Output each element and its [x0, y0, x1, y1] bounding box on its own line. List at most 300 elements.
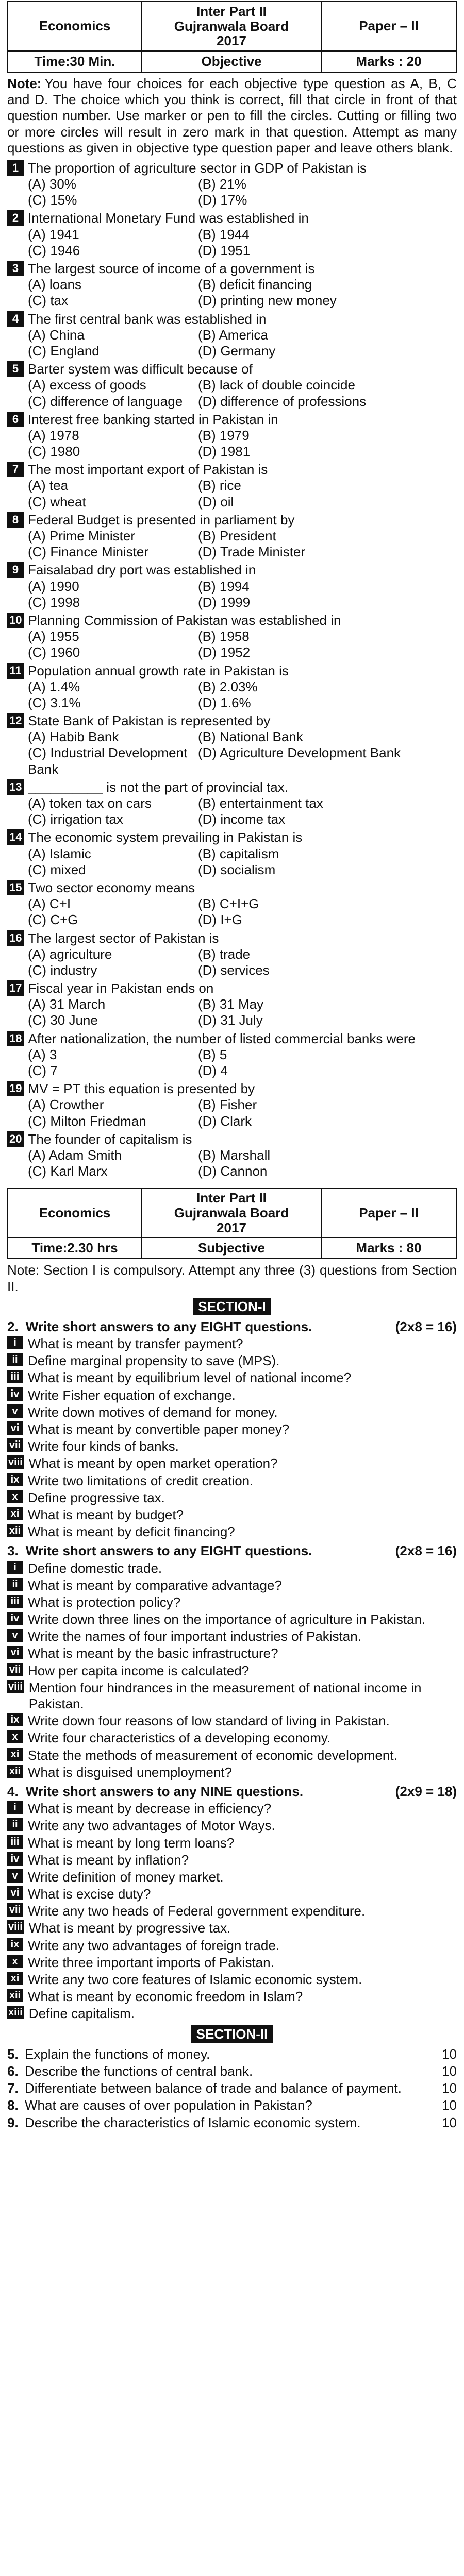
short-question-heading — [7, 1319, 457, 1335]
option-a: (A) Prime Minister — [28, 528, 136, 544]
mcq-question-row — [7, 311, 457, 327]
mcq-options — [7, 528, 457, 560]
roman-numeral: xii — [7, 1989, 23, 2002]
roman-numeral: x — [7, 1490, 23, 1503]
sub-question-text: State the methods of measurement of economic development. — [28, 1747, 397, 1763]
sub-question — [7, 1680, 457, 1712]
option-d: (D) difference of professions — [198, 393, 367, 409]
question-number: 6 — [7, 412, 24, 427]
short-question-heading — [7, 1784, 457, 1800]
question-number: 16 — [7, 930, 24, 946]
question-text: The first central bank was established in — [28, 311, 267, 327]
question-number: 14 — [7, 829, 24, 845]
sub-question — [7, 1629, 457, 1645]
question-number: 4 — [7, 311, 24, 327]
question-number: 20 — [7, 1131, 24, 1147]
mcq-options — [7, 679, 457, 711]
sub-question — [7, 1818, 457, 1834]
option-a: (A) tea — [28, 478, 69, 494]
sub-question-text: What is meant by comparative advantage? — [28, 1577, 282, 1593]
question-text: The largest source of income of a government is — [28, 261, 315, 277]
question-marks: (2x8 = 16) — [395, 1318, 457, 1334]
question-text: International Monetary Fund was established in — [28, 210, 309, 226]
sub-question-text: What is meant by transfer payment? — [28, 1336, 243, 1352]
mcq-item — [7, 562, 457, 611]
question-text: Planning Commission of Pakistan was established in — [28, 612, 341, 628]
time-cell: Time:2.30 hrs — [8, 1238, 142, 1258]
option-d: (D) 1981 — [198, 444, 251, 460]
question-number: 15 — [7, 880, 24, 895]
mcq-options — [7, 227, 457, 259]
mcq-question-row — [7, 160, 457, 176]
roman-numeral: ix — [7, 1713, 23, 1726]
subject-cell: Economics — [8, 1189, 142, 1238]
question-number: 17 — [7, 980, 24, 996]
option-d: (D) Agriculture Development Bank — [198, 745, 401, 761]
roman-numeral: i — [7, 1801, 23, 1814]
question-number: 3 — [7, 261, 24, 276]
option-b: (B) 31 May — [198, 996, 264, 1012]
question-text: Faisalabad dry port was established in — [28, 562, 256, 578]
mcq-item — [7, 512, 457, 561]
roman-numeral: v — [7, 1869, 23, 1883]
sub-question-text: What is meant by progressive tax. — [28, 1920, 231, 1936]
option-c: (C) 1980 — [28, 444, 80, 460]
option-d: (D) 4 — [198, 1063, 228, 1079]
option-a: (A) 1.4% — [28, 679, 80, 694]
board-text: Gujranwala Board — [174, 1205, 289, 1221]
sub-question-text: What is meant by convertible paper money? — [28, 1421, 290, 1437]
sub-question-text: Write definition of money market. — [28, 1869, 224, 1885]
option-a: (A) 1941 — [28, 226, 79, 242]
sub-question-text: Define progressive tax. — [28, 1489, 165, 1505]
sub-question-text: Write four kinds of banks. — [28, 1438, 179, 1454]
sub-question-text: What is meant by inflation? — [28, 1852, 189, 1868]
part-text: Inter Part II — [196, 1190, 267, 1206]
sub-question — [7, 1955, 457, 1971]
mcq-options — [7, 729, 457, 777]
mcq-item — [7, 412, 457, 460]
sub-question — [7, 1561, 457, 1577]
subject-cell: Economics — [8, 2, 142, 52]
option-c: (C) mixed — [28, 861, 86, 877]
question-text: The founder of capitalism is — [28, 1131, 192, 1147]
option-c: (C) tax — [28, 293, 68, 309]
paper-cell: Paper – II — [322, 2, 456, 52]
roman-numeral: xi — [7, 1748, 23, 1761]
sub-question-text: Write down motives of demand for money. — [28, 1404, 278, 1420]
question-number: 8. — [7, 2097, 19, 2113]
sub-question-text: Mention four hindrances in the measurement of national income in Pakistan. — [28, 1680, 422, 1711]
subjective-note: Note: Section I is compulsory. Attempt any three (3) questions from Section II. — [7, 1262, 457, 1294]
section-1-title: SECTION-I — [7, 1299, 457, 1315]
option-c: (C) 1998 — [28, 594, 80, 610]
sub-question-text: Define domestic trade. — [28, 1560, 162, 1576]
option-a: (A) agriculture — [28, 946, 112, 962]
question-number: 1 — [7, 160, 24, 176]
sub-question-text: Write any two advantages of Motor Ways. — [28, 1818, 275, 1834]
mcq-options — [7, 629, 457, 660]
sub-question — [7, 1852, 457, 1868]
roman-numeral: viii — [8, 1456, 23, 1468]
option-b: (B) rice — [198, 478, 241, 494]
option-b: (B) 1979 — [198, 427, 250, 443]
mcq-question-row — [7, 210, 457, 226]
sub-question — [7, 1490, 457, 1506]
sub-question — [7, 1524, 457, 1540]
mcq-item — [7, 261, 457, 309]
roman-numeral: xii — [7, 1524, 23, 1537]
marks-cell: Marks : 20 — [356, 53, 422, 69]
option-c: (C) 1946 — [28, 242, 80, 258]
board-cell — [142, 1189, 322, 1238]
roman-numeral: x — [7, 1955, 23, 1968]
question-text: MV = PT this equation is presented by — [28, 1081, 255, 1097]
mcq-options — [7, 1097, 457, 1129]
option-d: (D) printing new money — [198, 293, 337, 309]
question-text: Interest free banking started in Pakistan in — [28, 411, 278, 427]
mcq-item — [7, 613, 457, 661]
mcq-item — [7, 713, 457, 777]
mcq-question-row — [7, 412, 457, 428]
sub-question-text: What is protection policy? — [28, 1594, 181, 1610]
sub-question — [7, 1370, 457, 1386]
sub-question-text: Write Fisher equation of exchange. — [28, 1387, 236, 1403]
time-cell: Time:30 Min. — [8, 52, 142, 72]
mcq-item — [7, 663, 457, 711]
question-text: Federal Budget is presented in parliament by — [28, 512, 295, 528]
question-number: 12 — [7, 713, 24, 728]
sub-question-text: What is disguised unemployment? — [28, 1764, 232, 1780]
subjective-header — [7, 1188, 457, 1259]
option-b: (B) 2.03% — [198, 679, 258, 694]
mcq-item — [7, 361, 457, 410]
roman-numeral: xii — [7, 1765, 23, 1778]
option-d: (D) Germany — [198, 343, 276, 359]
roman-numeral: i — [7, 1336, 23, 1349]
sub-question — [7, 1612, 457, 1628]
mcq-item — [7, 210, 457, 259]
sub-question — [7, 1387, 457, 1403]
roman-numeral: vii — [7, 1663, 23, 1676]
option-c: (C) C+G — [28, 912, 78, 928]
question-number: 8 — [7, 512, 24, 528]
option-a: (A) 30% — [28, 176, 76, 192]
option-c: (C) Karl Marx — [28, 1163, 108, 1179]
exam-paper — [0, 1, 464, 2576]
mcq-item — [7, 829, 457, 878]
roman-numeral: ix — [7, 1938, 23, 1951]
option-b: (B) deficit financing — [198, 277, 312, 293]
option-b: (B) lack of double coincide — [198, 377, 355, 393]
sub-question — [7, 1404, 457, 1420]
sub-question-text: What is meant by the basic infrastructure? — [28, 1646, 278, 1662]
year-text: 2017 — [217, 1219, 246, 1235]
roman-numeral: vii — [7, 1438, 23, 1452]
question-title: Write short answers to any EIGHT questions. — [25, 1543, 312, 1559]
roman-numeral: vi — [7, 1421, 23, 1435]
option-b: (B) 1994 — [198, 578, 250, 594]
option-c: (C) difference of language — [28, 393, 183, 409]
roman-numeral: viii — [8, 1681, 23, 1692]
roman-numeral: iii — [7, 1835, 23, 1849]
mcq-options — [7, 996, 457, 1028]
roman-numeral: v — [7, 1629, 23, 1642]
sub-question-text: Write three important imports of Pakistan. — [28, 1954, 274, 1970]
paper-cell: Paper – II — [322, 1189, 456, 1238]
mcq-question-row — [7, 261, 457, 277]
mcq-options — [7, 377, 457, 409]
mcq-options — [7, 1147, 457, 1179]
option-d: (D) oil — [198, 494, 234, 510]
sub-question-text: What is meant by open market operation? — [28, 1455, 278, 1471]
sub-question — [7, 1578, 457, 1594]
mcq-item — [7, 311, 457, 360]
mcq-question-row — [7, 930, 457, 946]
sub-question-text: Define marginal propensity to save (MPS). — [28, 1353, 280, 1369]
sub-question — [7, 1748, 457, 1764]
mcq-options — [7, 795, 457, 827]
sub-question — [7, 1869, 457, 1885]
year-text: 2017 — [217, 33, 246, 49]
mcq-list — [7, 160, 457, 1179]
mcq-question-row — [7, 880, 457, 896]
sub-question — [7, 1801, 457, 1817]
roman-numeral: vi — [7, 1886, 23, 1900]
question-title: Write short answers to any NINE questions. — [25, 1783, 304, 1799]
question-text: The economic system prevailing in Pakistan is — [28, 829, 303, 845]
sub-question-text: Define capitalism. — [28, 2006, 135, 2022]
question-text: After nationalization, the number of listed commercial banks were — [28, 1030, 416, 1046]
roman-numeral: iv — [7, 1852, 23, 1866]
question-marks: 10 — [442, 2063, 457, 2079]
roman-numeral: iii — [7, 1370, 23, 1383]
option-c: (C) 30 June — [28, 1012, 98, 1028]
option-d: (D) Cannon — [198, 1163, 268, 1179]
mcq-question-row — [7, 1031, 457, 1047]
option-d: (D) 1951 — [198, 242, 251, 258]
sub-question — [7, 1972, 457, 1988]
sub-question — [7, 1938, 457, 1954]
roman-numeral: xi — [7, 1507, 23, 1520]
option-c: (C) Milton Friedman — [28, 1113, 146, 1129]
roman-numeral: ii — [7, 1818, 23, 1831]
mcq-item — [7, 1081, 457, 1129]
board-cell — [142, 2, 322, 52]
question-title: Write short answers to any EIGHT questions. — [25, 1318, 312, 1334]
question-marks: (2x8 = 16) — [395, 1543, 457, 1559]
question-text: State Bank of Pakistan is represented by — [28, 713, 271, 729]
long-question — [7, 2115, 457, 2131]
option-a: (A) C+I — [28, 896, 71, 912]
question-number: 13 — [7, 779, 24, 795]
question-number: 3. — [7, 1543, 19, 1559]
question-number: 6. — [7, 2063, 19, 2079]
roman-numeral: i — [7, 1561, 23, 1574]
sub-question — [7, 1353, 457, 1369]
question-marks: 10 — [442, 2080, 457, 2096]
question-text: The most important export of Pakistan is — [28, 462, 268, 478]
roman-numeral: xiii — [8, 2007, 23, 2019]
question-text: The proportion of agriculture sector in GDP of Pakistan is — [28, 160, 367, 176]
sub-question — [7, 1765, 457, 1781]
long-question — [7, 2080, 457, 2096]
option-c: (C) Industrial Development Bank — [28, 745, 188, 777]
option-d: (D) services — [198, 962, 270, 978]
type-cell: Subjective — [142, 1238, 322, 1258]
note-label: Note: — [7, 75, 42, 91]
sub-question-text: Write four characteristics of a developing economy. — [28, 1730, 331, 1746]
objective-note — [7, 76, 457, 156]
option-a: (A) Adam Smith — [28, 1147, 122, 1163]
sub-question — [7, 1336, 457, 1352]
question-2 — [7, 1319, 457, 1540]
option-a: (A) 1978 — [28, 427, 79, 443]
roman-numeral: vi — [7, 1646, 23, 1659]
sub-question-text: Write the names of four important industries of Pakistan. — [28, 1629, 361, 1645]
objective-header — [7, 1, 457, 73]
option-b: (B) President — [198, 528, 276, 544]
question-number: 19 — [7, 1081, 24, 1096]
option-c: (C) Finance Minister — [28, 544, 149, 560]
roman-numeral: iv — [7, 1612, 23, 1625]
mcq-options — [7, 946, 457, 978]
mcq-question-row — [7, 512, 457, 528]
option-c: (C) 1960 — [28, 645, 80, 660]
sub-question-text: Write any two core features of Islamic economic system. — [28, 1972, 362, 1987]
question-text: What are causes of over population in Pakistan? — [25, 2097, 312, 2113]
option-c: (C) 7 — [28, 1063, 58, 1079]
option-d: (D) Trade Minister — [198, 544, 306, 560]
mcq-options — [7, 579, 457, 611]
mcq-question-row — [7, 462, 457, 478]
option-b: (B) Marshall — [198, 1147, 271, 1163]
sub-question-text: Write any two advantages of foreign trade. — [28, 1937, 280, 1953]
question-text: The largest sector of Pakistan is — [28, 930, 219, 946]
roman-numeral: x — [7, 1730, 23, 1743]
roman-numeral: ii — [7, 1353, 23, 1366]
sub-question — [7, 1473, 457, 1489]
option-c: (C) England — [28, 343, 100, 359]
roman-numeral: iii — [7, 1595, 23, 1608]
question-text: __________ is not the part of provincial tax. — [28, 779, 288, 795]
question-text: Describe the characteristics of Islamic economic system. — [25, 2114, 361, 2130]
question-number: 11 — [7, 663, 24, 679]
mcq-question-row — [7, 779, 457, 795]
long-question — [7, 2063, 457, 2079]
section-2-title: SECTION-II — [7, 2026, 457, 2042]
option-a: (A) 1990 — [28, 578, 79, 594]
sub-question — [7, 1646, 457, 1662]
mcq-question-row — [7, 562, 457, 578]
option-a: (A) 31 March — [28, 996, 106, 1012]
short-question-heading — [7, 1543, 457, 1559]
question-number: 7. — [7, 2080, 19, 2096]
roman-numeral: ii — [7, 1578, 23, 1591]
question-4 — [7, 1784, 457, 2022]
option-b: (B) National Bank — [198, 729, 303, 745]
option-d: (D) Clark — [198, 1113, 252, 1129]
question-number: 4. — [7, 1783, 19, 1799]
note-text: You have four choices for each objective type question as A, B, C and D. The choice which you think is correct, fill that circle in front of that question number. Use marker or pen to fill the circles. Cutting or filling two or more circles will result in zero mark in that question. Attempt as many questions as given in objective type question paper and leave others blank. — [7, 75, 457, 156]
mcq-question-row — [7, 980, 457, 996]
roman-numeral: viii — [8, 1921, 23, 1933]
mcq-item — [7, 779, 457, 828]
mcq-item — [7, 880, 457, 928]
option-a: (A) excess of goods — [28, 377, 146, 393]
roman-numeral: vii — [7, 1903, 23, 1917]
option-d: (D) income tax — [198, 811, 286, 827]
mcq-question-row — [7, 663, 457, 679]
sub-question — [7, 1886, 457, 1902]
sub-question-text: Write two limitations of credit creation. — [28, 1472, 254, 1488]
option-a: (A) Crowther — [28, 1097, 104, 1113]
question-number: 5. — [7, 2046, 19, 2062]
sub-question — [7, 1438, 457, 1454]
roman-numeral: xi — [7, 1972, 23, 1985]
sub-question-text: How per capita income is calculated? — [28, 1663, 250, 1679]
option-b: (B) 1958 — [198, 629, 250, 645]
sub-question — [7, 1989, 457, 2005]
question-marks: 10 — [442, 2097, 457, 2113]
option-b: (B) Fisher — [198, 1097, 257, 1113]
question-marks: (2x9 = 18) — [395, 1783, 457, 1799]
question-marks: 10 — [442, 2046, 457, 2062]
option-a: (A) Habib Bank — [28, 729, 119, 745]
sub-question-text: What is meant by economic freedom in Islam? — [28, 1989, 303, 2005]
sub-question — [7, 1595, 457, 1611]
option-d: (D) 1952 — [198, 645, 251, 660]
question-number: 18 — [7, 1031, 24, 1046]
mcq-question-row — [7, 713, 457, 729]
option-c: (C) 15% — [28, 192, 77, 208]
question-text: Describe the functions of central bank. — [25, 2063, 253, 2079]
option-c: (C) 3.1% — [28, 694, 81, 710]
option-b: (B) C+I+G — [198, 896, 259, 912]
roman-numeral: ix — [7, 1473, 23, 1486]
option-d: (D) 1.6% — [198, 694, 251, 710]
sub-question — [7, 1507, 457, 1523]
sub-question-text: Write any two heads of Federal government expenditure. — [28, 1903, 366, 1919]
roman-numeral: iv — [7, 1387, 23, 1401]
mcq-question-row — [7, 361, 457, 377]
question-text: Two sector economy means — [28, 879, 195, 895]
question-text: Explain the functions of money. — [25, 2046, 210, 2062]
sub-question — [7, 1713, 457, 1729]
mcq-options — [7, 277, 457, 309]
sub-question-text: What is meant by equilibrium level of national income? — [28, 1370, 352, 1386]
option-b: (B) trade — [198, 946, 251, 962]
sub-question — [7, 1421, 457, 1437]
marks-cell: Marks : 80 — [356, 1240, 422, 1256]
option-b: (B) entertainment tax — [198, 795, 323, 811]
sub-question-text: What is meant by long term loans? — [28, 1835, 235, 1851]
option-a: (A) loans — [28, 277, 82, 293]
option-a: (A) China — [28, 327, 85, 343]
mcq-options — [7, 1047, 457, 1079]
sub-question — [7, 1903, 457, 1919]
part-text: Inter Part II — [196, 4, 267, 19]
question-text: Fiscal year in Pakistan ends on — [28, 980, 214, 996]
option-b: (B) America — [198, 327, 268, 343]
sub-question — [7, 1730, 457, 1746]
mcq-options — [7, 478, 457, 510]
option-d: (D) I+G — [198, 912, 242, 928]
mcq-question-row — [7, 613, 457, 629]
option-d: (D) 1999 — [198, 594, 251, 610]
mcq-item — [7, 930, 457, 979]
question-marks: 10 — [442, 2114, 457, 2130]
